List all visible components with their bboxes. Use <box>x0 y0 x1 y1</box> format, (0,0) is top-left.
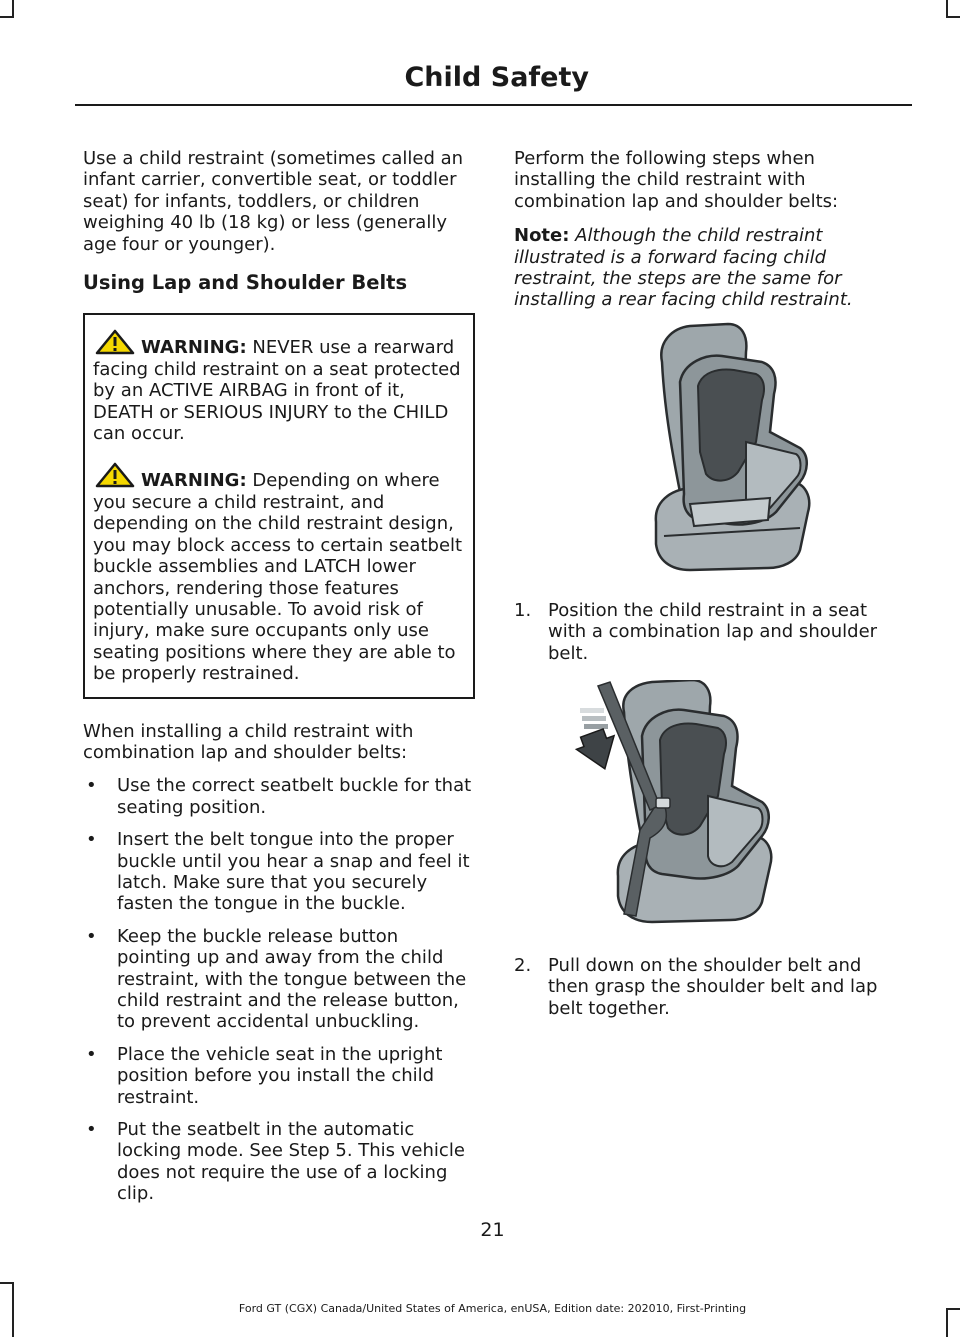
step-list-1 <box>514 600 894 664</box>
list-item <box>83 1119 475 1205</box>
shoulder-belt-illustration <box>574 680 804 925</box>
step-text: Pull down on the shoulder belt and then grasp the shoulder belt and lap belt together. <box>548 955 878 1019</box>
page-title: Child Safety <box>404 62 589 93</box>
right-column <box>514 148 889 311</box>
bullet-glyph: • <box>86 1043 97 1065</box>
footer-edition-info: Ford GT (CGX) Canada/United States of America, enUSA, Edition date: 202010, First-Printing <box>238 1302 747 1315</box>
title-rule <box>75 104 912 106</box>
list-item-text: Put the seatbelt in the automatic locking mode. See Step 5. This vehicle does not require the use of a locking clip. <box>117 1119 465 1205</box>
bullet-glyph: • <box>86 1119 97 1141</box>
step-text: Position the child restraint in a seat with a combination lap and shoulder belt. <box>548 600 878 664</box>
step-list-2 <box>514 955 894 1019</box>
warning-2 <box>93 462 465 684</box>
step-item <box>514 955 894 1019</box>
intro-paragraph: Use a child restraint (sometimes called an infant carrier, convertible seat, or toddler seat) for infants, toddlers, or children weighing 40 lb (18 kg) or less (generally age four or younger). <box>83 148 464 255</box>
step-item <box>514 600 894 664</box>
warning-triangle-icon <box>95 329 135 355</box>
list-item-text: Use the correct seatbelt buckle for that seating position. <box>117 775 472 818</box>
list-item-text: Keep the buckle release button pointing up and away from the child restraint, with the tongue between the child restraint and the release button, to prevent accidental unbuckling. <box>117 925 467 1033</box>
section-heading: Using Lap and Shoulder Belts <box>83 271 408 295</box>
warning-box <box>83 313 475 698</box>
list-item-text: Insert the belt tongue into the proper buckle until you hear a snap and feel it latch. Make sure that you securely fasten the tongue in the buckle. <box>117 829 470 915</box>
warning-label: WARNING: <box>141 337 247 359</box>
warning-label: WARNING: <box>141 470 247 492</box>
left-column <box>83 148 475 1216</box>
crop-mark-top-right-h <box>946 16 960 18</box>
page-number: 21 <box>480 1219 505 1241</box>
list-item <box>83 926 475 1033</box>
list-intro: When installing a child restraint with combination lap and shoulder belts: <box>83 720 414 763</box>
warning-1 <box>93 329 465 444</box>
installation-bullet-list <box>83 775 475 1204</box>
note <box>514 225 889 311</box>
warning-triangle-icon <box>95 462 135 488</box>
warning-text: Depending on where you secure a child restraint, and depending on the child restraint design, you may block access to certain seatbelt buckle assemblies and LATCH lower anchors, rendering those features potentially unusable. To avoid risk of injury, make sure occupants only use seating positions where they are able to be properly restrained. <box>93 470 463 685</box>
crop-mark-top-left-h <box>0 16 14 18</box>
bullet-glyph: • <box>86 925 97 947</box>
list-item <box>83 829 475 915</box>
list-item <box>83 1044 475 1108</box>
steps-intro: Perform the following steps when installing the child restraint with combination lap and shoulder belts: <box>514 148 839 212</box>
bullet-glyph: • <box>86 775 97 797</box>
bullet-glyph: • <box>86 829 97 851</box>
note-text: Although the child restraint illustrated is a forward facing child restraint, the steps are the same for installing a rear facing child restraint. <box>514 225 853 311</box>
list-item-text: Place the vehicle seat in the upright position before you install the child restraint. <box>117 1043 443 1108</box>
note-label: Note: <box>514 225 570 247</box>
child-seat-illustration <box>650 322 816 572</box>
list-item <box>83 775 475 818</box>
crop-mark-bottom-left-h <box>0 1282 14 1284</box>
step-number: 1. <box>514 600 532 621</box>
step-number: 2. <box>514 955 532 976</box>
warning-text: NEVER use a rearward facing child restraint on a seat protected by an ACTIVE AIRBAG in front of it, DEATH or SERIOUS INJURY to the CHILD can occur. <box>93 337 461 445</box>
